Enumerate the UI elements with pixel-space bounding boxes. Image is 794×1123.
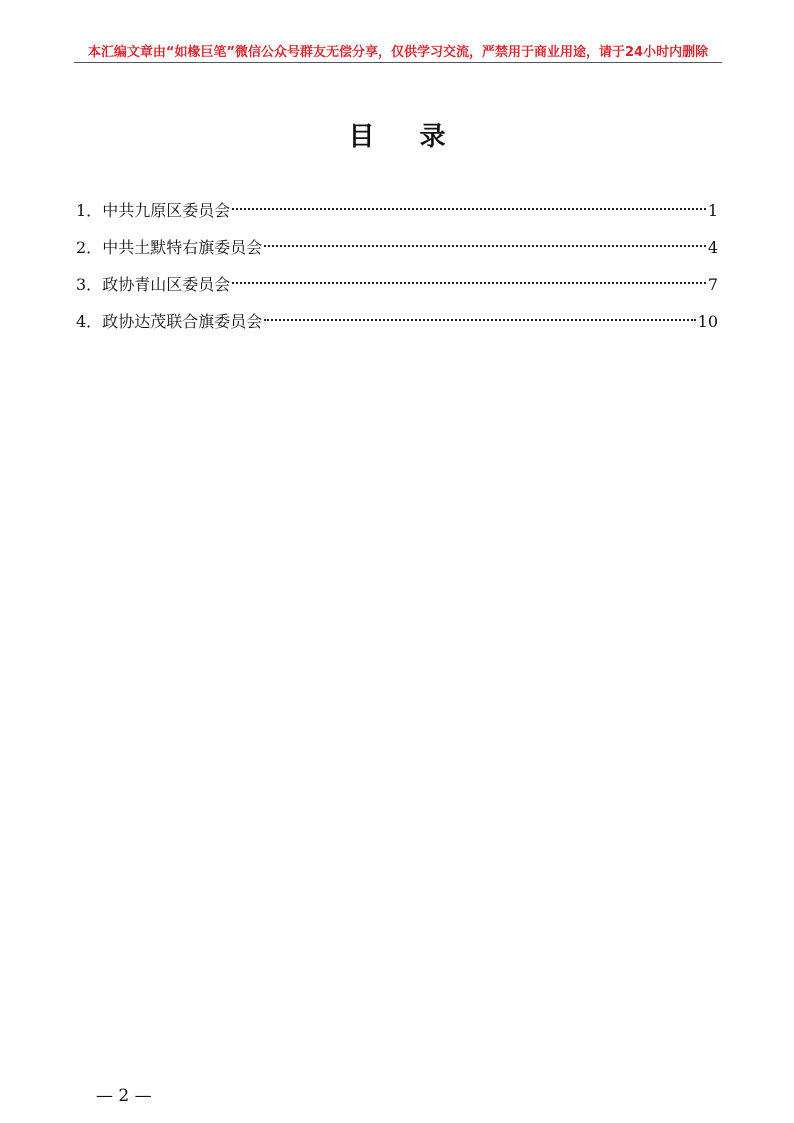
page-number: — 2 — [96, 1086, 152, 1106]
toc-entry-page: 4 [707, 238, 718, 257]
toc-leader-dots [232, 208, 706, 210]
toc-entry-number: 2． [76, 238, 103, 257]
toc-entry[interactable] [76, 236, 718, 273]
toc-entry-label: 政协达茂联合旗委员会 [102, 312, 263, 331]
toc-entry[interactable] [76, 310, 718, 347]
toc-list [76, 199, 718, 347]
toc-leader-dots [232, 282, 706, 284]
toc-entry-page: 7 [707, 275, 718, 294]
header-divider [74, 62, 722, 63]
toc-leader-dots [264, 319, 695, 321]
toc-entry-number: 1． [76, 201, 103, 220]
toc-entry-number: 3． [76, 275, 103, 294]
toc-entry-number: 4． [76, 312, 103, 331]
toc-leader-dots [264, 245, 706, 247]
toc-entry-label: 中共九原区委员会 [102, 201, 231, 220]
toc-entry-label: 政协青山区委员会 [102, 275, 231, 294]
toc-entry-page: 1 [707, 201, 718, 220]
toc-entry-label: 中共土默特右旗委员会 [102, 238, 263, 257]
header-notice: 本汇编文章由“如椽巨笔”微信公众号群友无偿分享，仅供学习交流，严禁用于商业用途，请于24小时内删除 [87, 45, 709, 60]
toc-entry[interactable] [76, 199, 718, 236]
toc-entry[interactable] [76, 273, 718, 310]
toc-entry-page: 10 [697, 312, 718, 331]
toc-title: 目 录 [348, 122, 464, 152]
